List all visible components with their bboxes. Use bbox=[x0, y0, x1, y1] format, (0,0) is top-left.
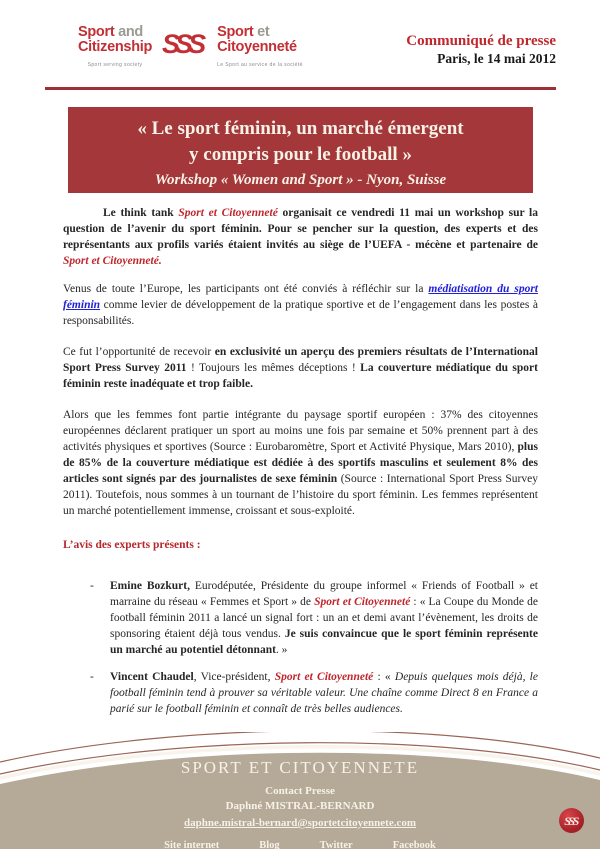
text-run: La couverture médiatique du sport féminin reste inadéquate et trop faible. bbox=[63, 362, 538, 390]
text-run: Sport et Citoyenneté. bbox=[63, 255, 162, 267]
text-run: en exclusivité un aperçu des premiers résultats de l’International Sport Press Survey 2011 bbox=[63, 346, 538, 374]
text-run: Emine Bozkurt, bbox=[110, 580, 190, 592]
expert-item bbox=[63, 578, 538, 658]
title-line: « Le sport féminin, un marché émergent bbox=[137, 118, 464, 139]
contact-press-label: Contact Presse bbox=[265, 785, 335, 797]
text-run: comme levier de développement de la pratique sportive et de l’engagement dans les postes à responsabilités. bbox=[63, 299, 538, 327]
paragraph-statistics bbox=[63, 407, 538, 519]
expert-quote-chaudel bbox=[110, 669, 538, 717]
footer-content bbox=[0, 732, 600, 849]
logo-line1 bbox=[217, 25, 303, 40]
bullet-dash: - bbox=[90, 580, 94, 592]
document-type: Communiqué de presse bbox=[406, 33, 556, 49]
contact-name: Daphné MISTRAL-BERNARD bbox=[225, 800, 375, 812]
text-run: Venus de toute l’Europe, les participants ont été conviés à réfléchir sur la bbox=[63, 283, 429, 295]
header-divider bbox=[45, 87, 556, 90]
footer-links bbox=[0, 840, 600, 849]
text-run: . » bbox=[275, 644, 288, 656]
expert-quote-bozkurt bbox=[110, 578, 538, 658]
text-run: Vincent Chaudel bbox=[110, 671, 194, 683]
bullet-dash: - bbox=[90, 671, 94, 683]
expert-item bbox=[63, 669, 538, 717]
site-internet-link[interactable]: Site internet bbox=[164, 840, 220, 849]
blog-link[interactable]: Blog bbox=[259, 840, 280, 849]
title-banner bbox=[68, 107, 533, 193]
twitter-link[interactable]: Twitter bbox=[319, 840, 353, 849]
text-run: Sport et Citoyenneté bbox=[314, 596, 411, 608]
dateline: Paris, le 14 mai 2012 bbox=[437, 51, 556, 66]
lead-paragraph bbox=[63, 205, 538, 269]
logo-tagline: Sport serving society bbox=[87, 62, 143, 68]
header bbox=[78, 18, 556, 73]
text-run: Le think tank bbox=[103, 207, 179, 219]
text-run: Eurodéputée, Présidente du groupe informel « Friends of Football » et marraine du réseau « Femmes et Sport » de bbox=[110, 580, 538, 608]
text-run: : « bbox=[373, 671, 395, 683]
logo-group bbox=[78, 18, 303, 73]
document-meta bbox=[406, 32, 556, 68]
sport-and-citizenship-logo bbox=[78, 25, 152, 73]
text-run: , Vice-président, bbox=[193, 671, 275, 683]
title-line: y compris pour le football » bbox=[189, 144, 412, 165]
sport-et-citoyennete-logo bbox=[217, 25, 303, 73]
text-run: organisait ce vendredi 11 mai un workshop sur la question de l’avenir du sport féminin. Pour se pencher sur la question, des experts et des représentants aux profils variés étaient invités au siège de l’UEFA - mécène et partenaire de bbox=[63, 207, 539, 251]
logo-line2: Citoyenneté bbox=[217, 39, 297, 55]
text-run: Je suis convaincue que le sport féminin représente un marché au potentiel détonnant bbox=[110, 628, 538, 656]
logo-word: and bbox=[118, 24, 143, 40]
facebook-link[interactable]: Facebook bbox=[392, 840, 436, 849]
text-run: (Source : International Sport Press Survey 2011). Toutefois, nous sommes à un tournant de l’histoire du sport féminin. Les femmes représentent un marché potentiellement immense, croissant et sous-exploité. bbox=[63, 473, 538, 517]
logo-word: Sport bbox=[217, 24, 254, 40]
text-run: : « La Coupe du Monde de football féminin 2011 a lancé un signal fort : un an et demi avant l’évènement, les droits de sponsoring étaient déjà tous vendus. bbox=[110, 596, 538, 640]
banner-subtitle: Workshop « Women and Sport » - Nyon, Suisse bbox=[154, 172, 447, 188]
paragraph-mediatisation bbox=[63, 281, 538, 329]
logo-tagline: Le Sport au service de la société bbox=[217, 62, 303, 68]
footer bbox=[0, 732, 600, 849]
logo-word: Sport bbox=[78, 24, 115, 40]
sss-ball-letters: SSS bbox=[564, 813, 577, 828]
text-run: Alors que les femmes font partie intégrante du paysage sportif européen : 37% des citoyennes européennes déclarent pratiquer un sport au moins une fois par semaine et 50% prennent part à des activités physiques et sportives (Source : Eurobaromètre, Sport et Activité Physique, Mars 2010), bbox=[63, 409, 538, 453]
contact-email-link[interactable]: daphne.mistral-bernard@sportetcitoyennete.com bbox=[183, 817, 417, 829]
mediatisation-link[interactable]: médiatisation du sport féminin bbox=[63, 283, 539, 311]
experts-heading: L’avis des experts présents : bbox=[63, 539, 201, 551]
text-run: Sport et Citoyenneté bbox=[274, 671, 374, 683]
logo-word: et bbox=[257, 24, 270, 40]
paragraph-survey bbox=[63, 344, 538, 392]
text-run: ! Toujours les mêmes déceptions ! bbox=[186, 362, 361, 374]
logo-line1 bbox=[78, 25, 152, 40]
text-run: Depuis quelques mois déjà, le football féminin tend à prouver sa véritable valeur. Une chaîne comme Direct 8 en France a parié sur le football féminin et connaît de très belles audiences. bbox=[110, 671, 538, 715]
text-run: Ce fut l’opportunité de recevoir bbox=[63, 346, 215, 358]
footer-org-name: SPORT ET CITOYENNETE bbox=[180, 758, 420, 777]
body-content bbox=[63, 205, 538, 728]
sss-logo-icon: SSS bbox=[162, 29, 202, 59]
text-run: Sport et Citoyenneté bbox=[178, 207, 278, 219]
logo-line2: Citizenship bbox=[78, 39, 153, 55]
text-run: plus de 85% de la couverture médiatique est dédiée à des sportifs masculins et seulement 8% des articles sont signés par des journalistes de sexe féminin bbox=[63, 441, 538, 485]
sss-ball-icon bbox=[559, 808, 584, 833]
